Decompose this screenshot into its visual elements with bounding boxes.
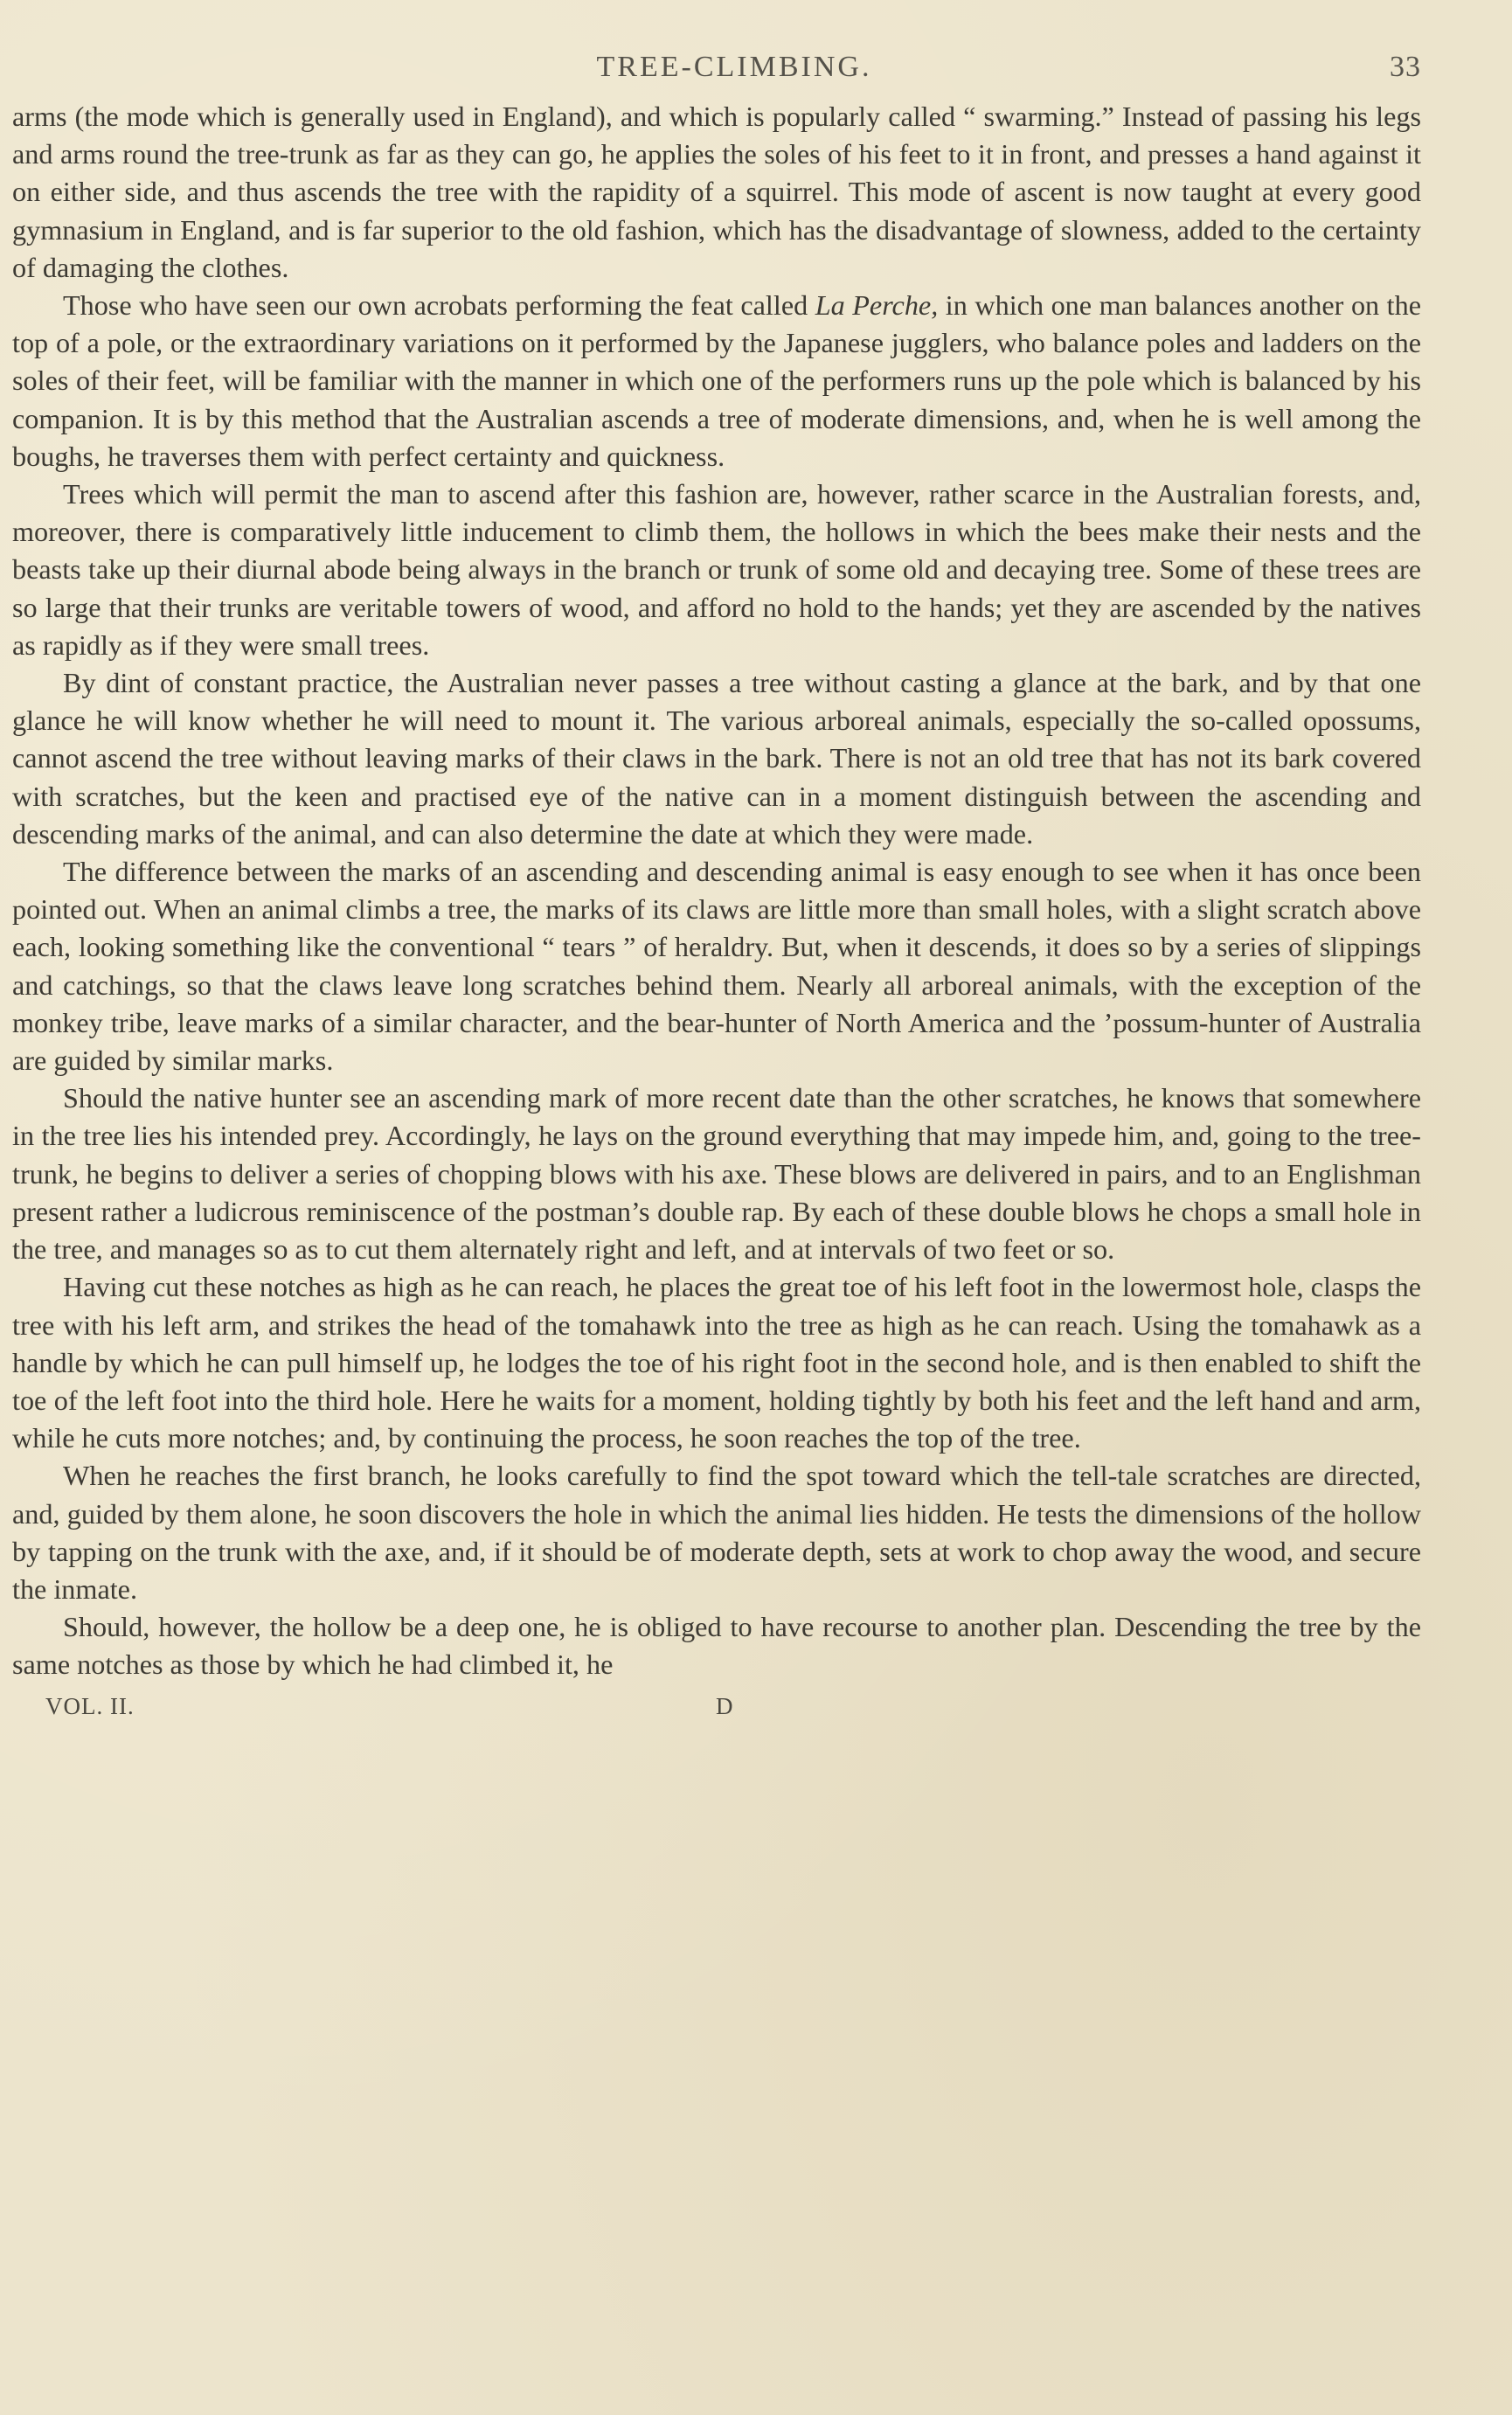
page-number: 33 — [1390, 51, 1421, 83]
paragraph-9: Should, however, the hollow be a deep one, he is obliged to have recourse to another plan. Descending the tree by the same notches as those by which he had climbed it, he — [12, 1611, 1421, 1681]
paragraph-5: The difference between the marks of an ascending and descending animal is easy enough to see when it has once been pointed out. When an animal climbs a tree, the marks of its claws are little more than small holes, with a slight scratch above each, looking something like the conventional “ tears ” of heraldry. But, when it descends, it does so by a series of slippings and catchings, so that the claws leave long scratches behind them. Nearly all arboreal animals, with the exception of the monkey tribe, leave marks of a similar character, and the bear-hunter of North America and the ’possum-hunter of Australia are guided by similar marks. — [12, 856, 1421, 1077]
running-title: TREE-CLIMBING. — [596, 51, 872, 83]
volume-signature: VOL. II. — [45, 1692, 135, 1719]
page-footer — [12, 1693, 1421, 1737]
paragraph-3: Trees which will permit the man to ascend after this fashion are, however, rather scarce in the Australian forests, and, moreover, there is comparatively little inducement to climb them, the hollows in which the bees make their nests and the beasts take up their diurnal abode being always in the branch or trunk of some old and decaying tree. Some of these trees are so large that their trunks are veritable towers of wood, and afford no hold to the hands; yet they are ascended by the natives as rapidly as if they were small trees. — [12, 478, 1421, 661]
paragraph-1: arms (the mode which is generally used in England), and which is popularly called “ swarming.” Instead of passing his legs and arms round the tree-trunk as far as they can go, he applies the soles of his feet to it in front, and presses a hand against it on either side, and thus ascends the tree with the rapidity of a squirrel. This mode of ascent is now taught at every good gymnasium in England, and is far superior to the old fashion, which has the disadvantage of slowness, added to the certainty of damaging the clothes. — [12, 101, 1421, 283]
paragraph-8: When he reaches the first branch, he looks carefully to find the spot toward which the tell-tale scratches are directed, and, guided by them alone, he soon discovers the hole in which the animal lies hidden. He tests the dimensions of the hollow by tapping on the trunk with the axe, and, if it should be of moderate depth, sets at work to chop away the wood, and secure the inmate. — [12, 1460, 1421, 1605]
paragraph-4: By dint of constant practice, the Australian never passes a tree without casting a glance at the bark, and by that one glance he will know whether he will need to mount it. The various arboreal animals, especially the so-called opossums, cannot ascend the tree without leaving marks of their claws in the bark. There is not an old tree that has not its bark covered with scratches, but the keen and practised eye of the native can in a moment distinguish between the ascending and descending marks of the animal, and can also determine the date at which they were made. — [12, 667, 1421, 850]
paragraph-6: Should the native hunter see an ascending mark of more recent date than the other scratches, he knows that somewhere in the tree lies his intended prey. Accordingly, he lays on the ground everything that may impede him, and, going to the tree-trunk, he begins to deliver a series of chopping blows with his axe. These blows are delivered in pairs, and to an Englishman present rather a ludicrous reminiscence of the postman’s double rap. By each of these double blows he chops a small hole in the tree, and manages so as to cut them alternately right and left, and at intervals of two feet or so. — [12, 1082, 1421, 1266]
book-page — [12, 45, 1421, 1737]
running-head — [12, 45, 1421, 98]
paragraph-2: Those who have seen our own acrobats performing the feat called La Perche, in which one man balances another on the top of a pole, or the extraordinary variations on it performed by the Japanese jugglers, who balance poles and ladders on the soles of their feet, will be familiar with the manner in which one of the performers runs up the pole which is balanced by his companion. It is by this method that the Australian ascends a tree of moderate dimensions, and, when he is well among the boughs, he traverses them with perfect certainty and quickness. — [12, 289, 1421, 472]
body-text — [12, 98, 1421, 1684]
italic-term: La Perche, — [815, 289, 939, 322]
signature-mark: D — [716, 1692, 734, 1719]
paragraph-7: Having cut these notches as high as he can reach, he places the great toe of his left foot in the lowermost hole, clasps the tree with his left arm, and strikes the head of the tomahawk into the tree as high as he can reach. Using the tomahawk as a handle by which he can pull himself up, he lodges the toe of his right foot in the second hole, and is then enabled to shift the toe of the left foot into the third hole. Here he waits for a moment, holding tightly by both his feet and the left hand and arm, while he cuts more notches; and, by continuing the process, he soon reaches the top of the tree. — [12, 1271, 1421, 1454]
